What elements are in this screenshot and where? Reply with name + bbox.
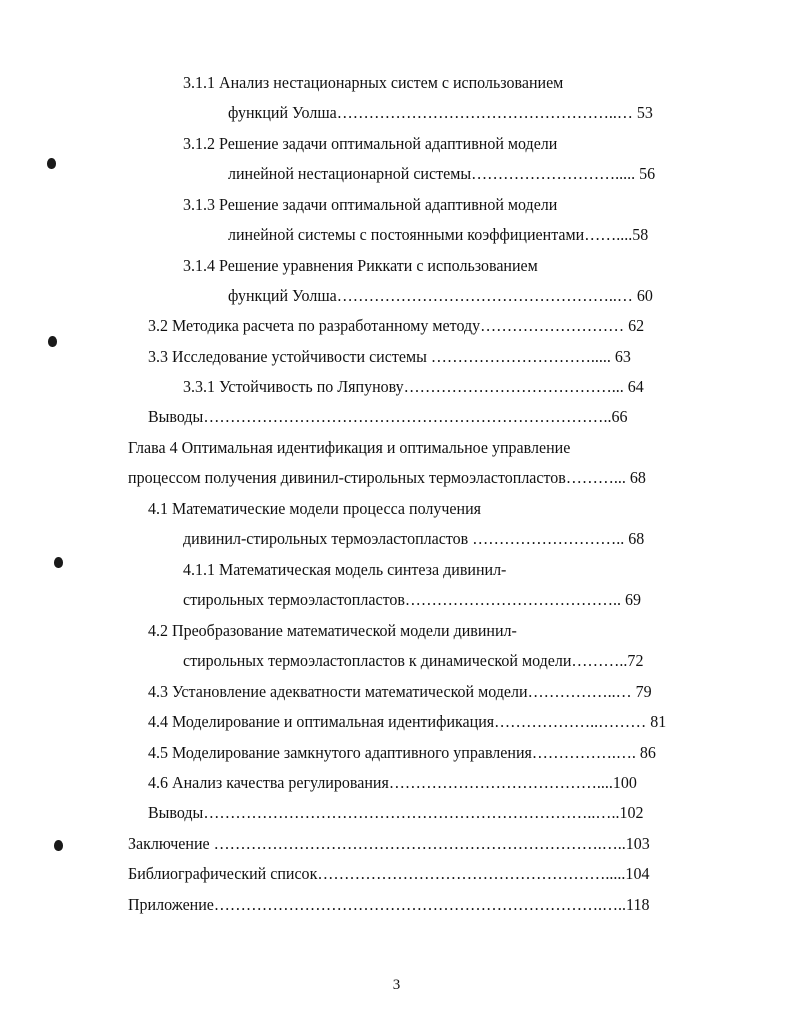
toc-line: 4.1.1 Математическая модель синтеза дивинил- (183, 560, 507, 579)
toc-line: 3.1.4 Решение уравнения Риккати с использованием (183, 256, 538, 275)
binding-hole-mark (47, 158, 56, 169)
toc-line: 3.2 Методика расчета по разработанному методу……………………… 62 (148, 316, 645, 335)
toc-line: процессом получения дивинил-стирольных термоэластопластов………... 68 (128, 468, 646, 487)
toc-line: стирольных термоэластопластов………………………………….. 69 (183, 590, 641, 609)
toc-line: Глава 4 Оптимальная идентификация и оптимальное управление (128, 438, 571, 457)
toc-line: 4.6 Анализ качества регулирования…………………………………....100 (148, 773, 637, 792)
toc-line: линейной нестационарной системы………………………..... 56 (228, 164, 656, 183)
binding-hole-mark (48, 336, 57, 347)
toc-line: 4.5 Моделирование замкнутого адаптивного управления…………….…. 86 (148, 743, 656, 762)
toc-line: 3.1.3 Решение задачи оптимальной адаптивной модели (183, 195, 558, 214)
toc-line: 3.3 Исследование устойчивости системы …………………………..... 63 (148, 347, 631, 366)
toc-line: Библиографический список……………………………………………….....104 (128, 864, 650, 883)
toc-line: 4.3 Установление адекватности математической модели……………..… 79 (148, 682, 652, 701)
toc-line: Заключение ……………………………………………………………….…..103 (128, 834, 650, 853)
toc-line: функций Уолша……………………………………………..… 53 (228, 103, 653, 122)
toc-line: 3.1.1 Анализ нестационарных систем с использованием (183, 73, 564, 92)
toc-line: Выводы…………………………………………………………………..66 (148, 407, 628, 426)
toc-line: Выводы………………………………………………………………..…..102 (148, 803, 644, 822)
binding-hole-mark (54, 557, 63, 568)
page-number: 3 (392, 977, 401, 993)
toc-line: стирольных термоэластопластов к динамической модели………..72 (183, 651, 644, 670)
toc-line: 4.1 Математические модели процесса получения (148, 499, 482, 518)
toc-line: дивинил-стирольных термоэластопластов ……………………….. 68 (183, 529, 645, 548)
toc-line: функций Уолша……………………………………………..… 60 (228, 286, 653, 305)
toc-line: 4.2 Преобразование математической модели дивинил- (148, 621, 517, 640)
toc-line: 3.1.2 Решение задачи оптимальной адаптивной модели (183, 134, 558, 153)
toc-line: линейной системы с постоянными коэффициентами……....58 (228, 225, 649, 244)
toc-line: Приложение……………………………………………………………….…..118 (128, 895, 650, 914)
toc-line: 4.4 Моделирование и оптимальная идентификация………………..……… 81 (148, 712, 667, 731)
binding-hole-mark (54, 840, 63, 851)
toc-line: 3.3.1 Устойчивость по Ляпунову…………………………………... 64 (183, 377, 644, 396)
